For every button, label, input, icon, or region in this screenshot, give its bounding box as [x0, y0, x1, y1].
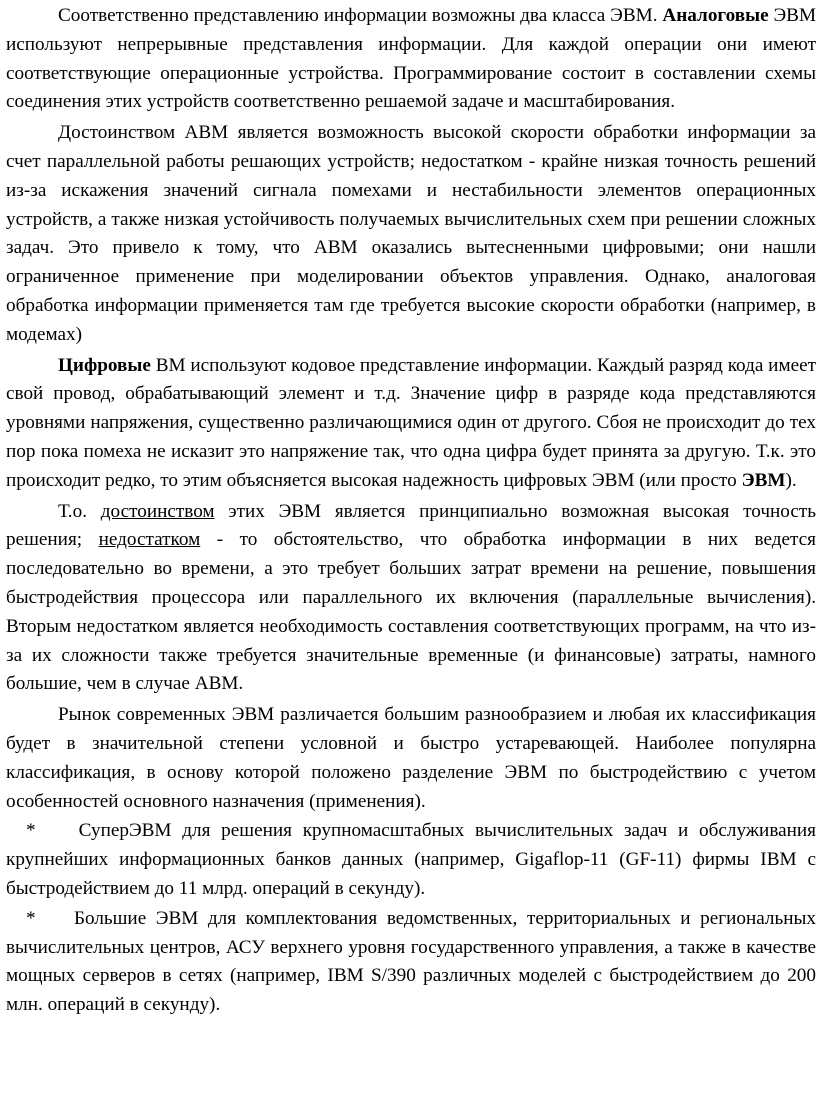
pros-cons-mid: этих ЭВМ является принципиально возможная высокая точность решения; — [6, 500, 816, 551]
digital-closing: ). — [785, 469, 797, 491]
analog-description: ЭВМ используют непрерывные представления информации. Для каждой операции они имеют соответствующие операционные устройства. Программирование состоит в составлении схемы соединения этих устройств соответственно решаемой задаче и масштабирования. — [6, 5, 816, 113]
term-digital: Цифровые — [58, 354, 151, 376]
paragraph-digital-pros-cons — [6, 498, 816, 700]
bullet-marker: * — [26, 907, 36, 929]
bullet-text: СуперЭВМ для решения крупномасштабных вычислительных задач и обслуживания крупнейших информационных банков данных (например, Gigaflop-11 (GF-11) фирмы IBM с быстродействием до 11 млрд. операций в секунду). — [6, 820, 816, 899]
document-page — [0, 2, 816, 1112]
list-item — [6, 817, 816, 903]
paragraph-market-classification: Рынок современных ЭВМ различается большим разнообразием и любая их классификация будет в значительной степени условной и быстро устаревающей. Наиболее популярна классификация, в основу которой положено разделение ЭВМ по быстродействию с учетом особенностей основного назначения (применения). — [6, 704, 816, 812]
bullet-marker: * — [26, 820, 36, 842]
term-analog: Аналоговые — [662, 5, 769, 26]
list-item — [6, 905, 816, 1020]
term-evm: ЭВМ — [741, 469, 786, 491]
paragraph-classes-intro — [6, 2, 816, 117]
paragraph-digital — [6, 352, 816, 496]
pros-cons-lead: Т.о. — [58, 500, 101, 522]
paragraph-analog-advantages: Достоинством АВМ является возможность высокой скорости обработки информации за счет параллельной работы решающих устройств; недостатком - крайне низкая точность решений из-за искажения значений сигнала помехами и нестабильности элементов операционных устройств, а также низкая устойчивость получаемых вычислительных схем при решении сложных задач. Это привело к тому, что АВМ оказались вытесненными цифровыми; они нашли ограниченное применение при моделировании объектов управления. Однако, аналоговая обработка информации применяется там где требуется высокие скорости обработки (например, в модемах) — [6, 122, 816, 345]
bullet-text: Большие ЭВМ для комплектования ведомственных, территориальных и региональных вычислительных центров, АСУ верхнего уровня государственного управления, а также в качестве мощных серверов в сетях (например, IBM S/390 различных моделей с быстродействием до 200 млн. операций в секунду). — [6, 907, 816, 1016]
underlined-advantage: достоинством — [100, 500, 215, 522]
underlined-disadvantage: недостатком — [98, 529, 201, 551]
intro-sentence: Соответственно представлению информации возможны два класса ЭВМ. — [58, 5, 658, 26]
digital-description: ВМ используют кодовое представление информации. Каждый разряд кода имеет свой провод, обрабатывающий элемент и т.д. Значение цифр в разряде кода представляются уровнями напряжения, существенно различающимися один от другого. Сбоя не происходит до тех пор пока помеха не исказит это напряжение так, что одна цифра будет принята за другую. Т.к. это происходит редко, то этим объясняется высокая надежность цифровых ЭВМ (или просто — [6, 354, 816, 491]
pros-cons-rest: - то обстоятельство, что обработка информации в них ведется последовательно во времени, а это требует больших затрат времени на решение, повышения быстродействия процессора или параллельного их включения (параллельные вычисления). Вторым недостатком является необходимость составления соответствующих программ, на что из-за их сложности также требуется значительные временные (и финансовые) затраты, намного большие, чем в случае АВМ. — [6, 529, 816, 695]
